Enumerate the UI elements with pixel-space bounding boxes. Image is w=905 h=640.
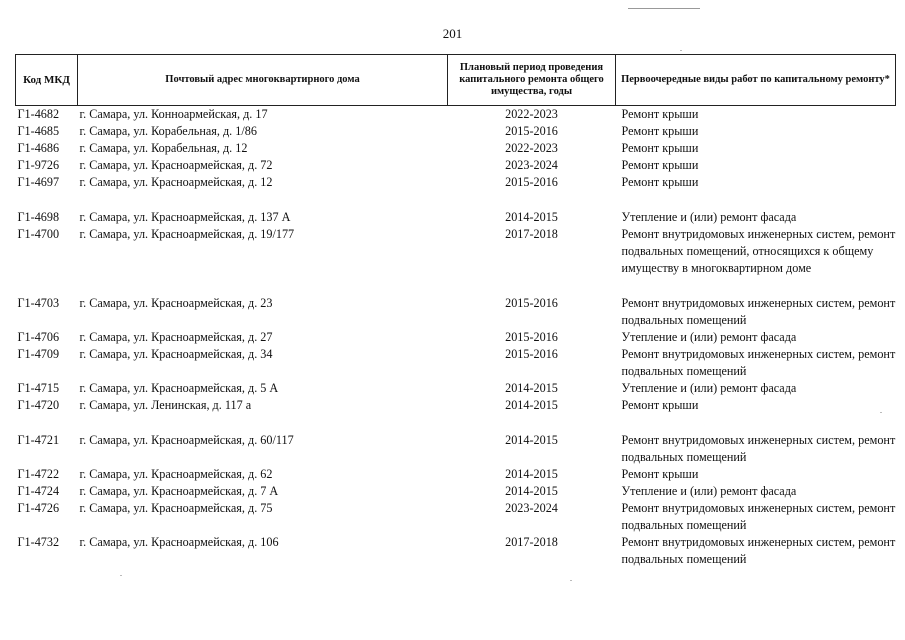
cell-works: Ремонт крыши (621, 141, 699, 155)
cell-address: г. Самара, ул. Красноармейская, д. 72 (79, 158, 273, 172)
table-row (16, 500, 896, 534)
table-row (16, 140, 896, 157)
cell-period: 2014-2015 (505, 433, 558, 447)
cell-works: Ремонт внутридомовых инженерных систем, ремонт подвальных помещений (621, 296, 896, 327)
cell-period: 2023-2024 (505, 501, 558, 515)
cell-works: Ремонт внутридомовых инженерных систем, ремонт подвальных помещений (621, 347, 896, 378)
cell-works: Утепление и (или) ремонт фасада (621, 484, 797, 498)
repair-table (15, 54, 896, 568)
table-row (16, 191, 896, 226)
table-row (16, 226, 896, 277)
table-row (16, 534, 896, 568)
cell-address: г. Самара, ул. Корабельная, д. 12 (79, 141, 248, 155)
cell-address: г. Самара, ул. Красноармейская, д. 23 (79, 296, 273, 310)
cell-code: Г1-4706 (17, 330, 60, 344)
cell-code: Г1-4686 (17, 141, 60, 155)
cell-works: Ремонт крыши (621, 158, 699, 172)
cell-address: г. Самара, ул. Красноармейская, д. 62 (79, 467, 273, 481)
cell-code: Г1-4700 (17, 227, 60, 241)
cell-code: Г1-4685 (17, 124, 60, 138)
cell-address: г. Самара, ул. Ленинская, д. 117 а (79, 398, 252, 412)
scan-speck (570, 580, 572, 581)
table-row (16, 483, 896, 500)
header-address: Почтовый адрес многоквартирного дома (78, 55, 448, 106)
cell-address: г. Самара, ул. Красноармейская, д. 12 (79, 175, 273, 189)
cell-period: 2017-2018 (505, 535, 558, 549)
table-row (16, 397, 896, 414)
cell-period: 2023-2024 (505, 158, 558, 172)
cell-code: Г1-4703 (17, 296, 60, 310)
cell-period: 2014-2015 (505, 467, 558, 481)
cell-address: г. Самара, ул. Красноармейская, д. 27 (79, 330, 273, 344)
cell-period: 2015-2016 (505, 124, 558, 138)
scan-speck (680, 50, 682, 51)
table-row (16, 157, 896, 174)
scan-mark (628, 8, 700, 9)
cell-works: Ремонт крыши (621, 175, 699, 189)
cell-period: 2015-2016 (505, 347, 558, 361)
cell-address: г. Самара, ул. Конноармейская, д. 17 (79, 107, 268, 121)
cell-works: Ремонт внутридомовых инженерных систем, ремонт подвальных помещений (621, 535, 896, 566)
cell-code: Г1-4709 (17, 347, 60, 361)
cell-code: Г1-4682 (17, 107, 60, 121)
cell-code: Г1-4715 (17, 381, 60, 395)
cell-address: г. Самара, ул. Корабельная, д. 1/86 (79, 124, 257, 138)
cell-period: 2014-2015 (505, 381, 558, 395)
table-header-row (16, 55, 896, 106)
cell-period: 2015-2016 (505, 296, 558, 310)
table-row (16, 329, 896, 346)
cell-code: Г1-4721 (17, 433, 60, 447)
table-row (16, 123, 896, 140)
cell-period: 2017-2018 (505, 227, 558, 241)
cell-works: Ремонт крыши (621, 398, 699, 412)
cell-works: Ремонт крыши (621, 107, 699, 121)
table-row (16, 466, 896, 483)
cell-works: Ремонт крыши (621, 467, 699, 481)
table-row (16, 277, 896, 329)
cell-code: Г1-4726 (17, 501, 60, 515)
header-works: Первоочередные виды работ по капитальному ремонту* (616, 55, 896, 106)
cell-address: г. Самара, ул. Красноармейская, д. 7 А (79, 484, 279, 498)
cell-period: 2014-2015 (505, 210, 558, 224)
cell-code: Г1-4698 (17, 210, 60, 224)
scan-speck (120, 575, 122, 576)
cell-code: Г1-4724 (17, 484, 60, 498)
table-row (16, 380, 896, 397)
cell-works: Ремонт внутридомовых инженерных систем, ремонт подвальных помещений (621, 433, 896, 464)
table-row (16, 346, 896, 380)
cell-address: г. Самара, ул. Красноармейская, д. 60/117 (79, 433, 294, 447)
cell-period: 2015-2016 (505, 175, 558, 189)
table-row (16, 106, 896, 124)
cell-period: 2022-2023 (505, 141, 558, 155)
cell-period: 2014-2015 (505, 398, 558, 412)
cell-code: Г1-4720 (17, 398, 60, 412)
scan-speck (880, 412, 882, 413)
table-body (16, 106, 896, 569)
cell-period: 2014-2015 (505, 484, 558, 498)
cell-address: г. Самара, ул. Красноармейская, д. 106 (79, 535, 279, 549)
cell-address: г. Самара, ул. Красноармейская, д. 5 А (79, 381, 279, 395)
cell-code: Г1-4722 (17, 467, 60, 481)
header-period: Плановый период проведения капитального ремонта общего имущества, годы (448, 55, 616, 106)
cell-works: Утепление и (или) ремонт фасада (621, 381, 797, 395)
cell-works: Ремонт внутридомовых инженерных систем, ремонт подвальных помещений, относящихся к общему имуществу в многоквартирном доме (621, 227, 896, 275)
table-row (16, 174, 896, 191)
table-row (16, 414, 896, 466)
cell-works: Утепление и (или) ремонт фасада (621, 210, 797, 224)
cell-works: Ремонт крыши (621, 124, 699, 138)
cell-code: Г1-4732 (17, 535, 60, 549)
cell-period: 2022-2023 (505, 107, 558, 121)
cell-code: Г1-9726 (17, 158, 60, 172)
cell-code: Г1-4697 (17, 175, 60, 189)
cell-address: г. Самара, ул. Красноармейская, д. 137 А (79, 210, 291, 224)
cell-address: г. Самара, ул. Красноармейская, д. 75 (79, 501, 273, 515)
cell-address: г. Самара, ул. Красноармейская, д. 19/177 (79, 227, 295, 241)
cell-works: Ремонт внутридомовых инженерных систем, ремонт подвальных помещений (621, 501, 896, 532)
cell-period: 2015-2016 (505, 330, 558, 344)
cell-address: г. Самара, ул. Красноармейская, д. 34 (79, 347, 273, 361)
page-number: 201 (442, 26, 463, 41)
cell-works: Утепление и (или) ремонт фасада (621, 330, 797, 344)
header-code: Код МКД (16, 55, 78, 106)
